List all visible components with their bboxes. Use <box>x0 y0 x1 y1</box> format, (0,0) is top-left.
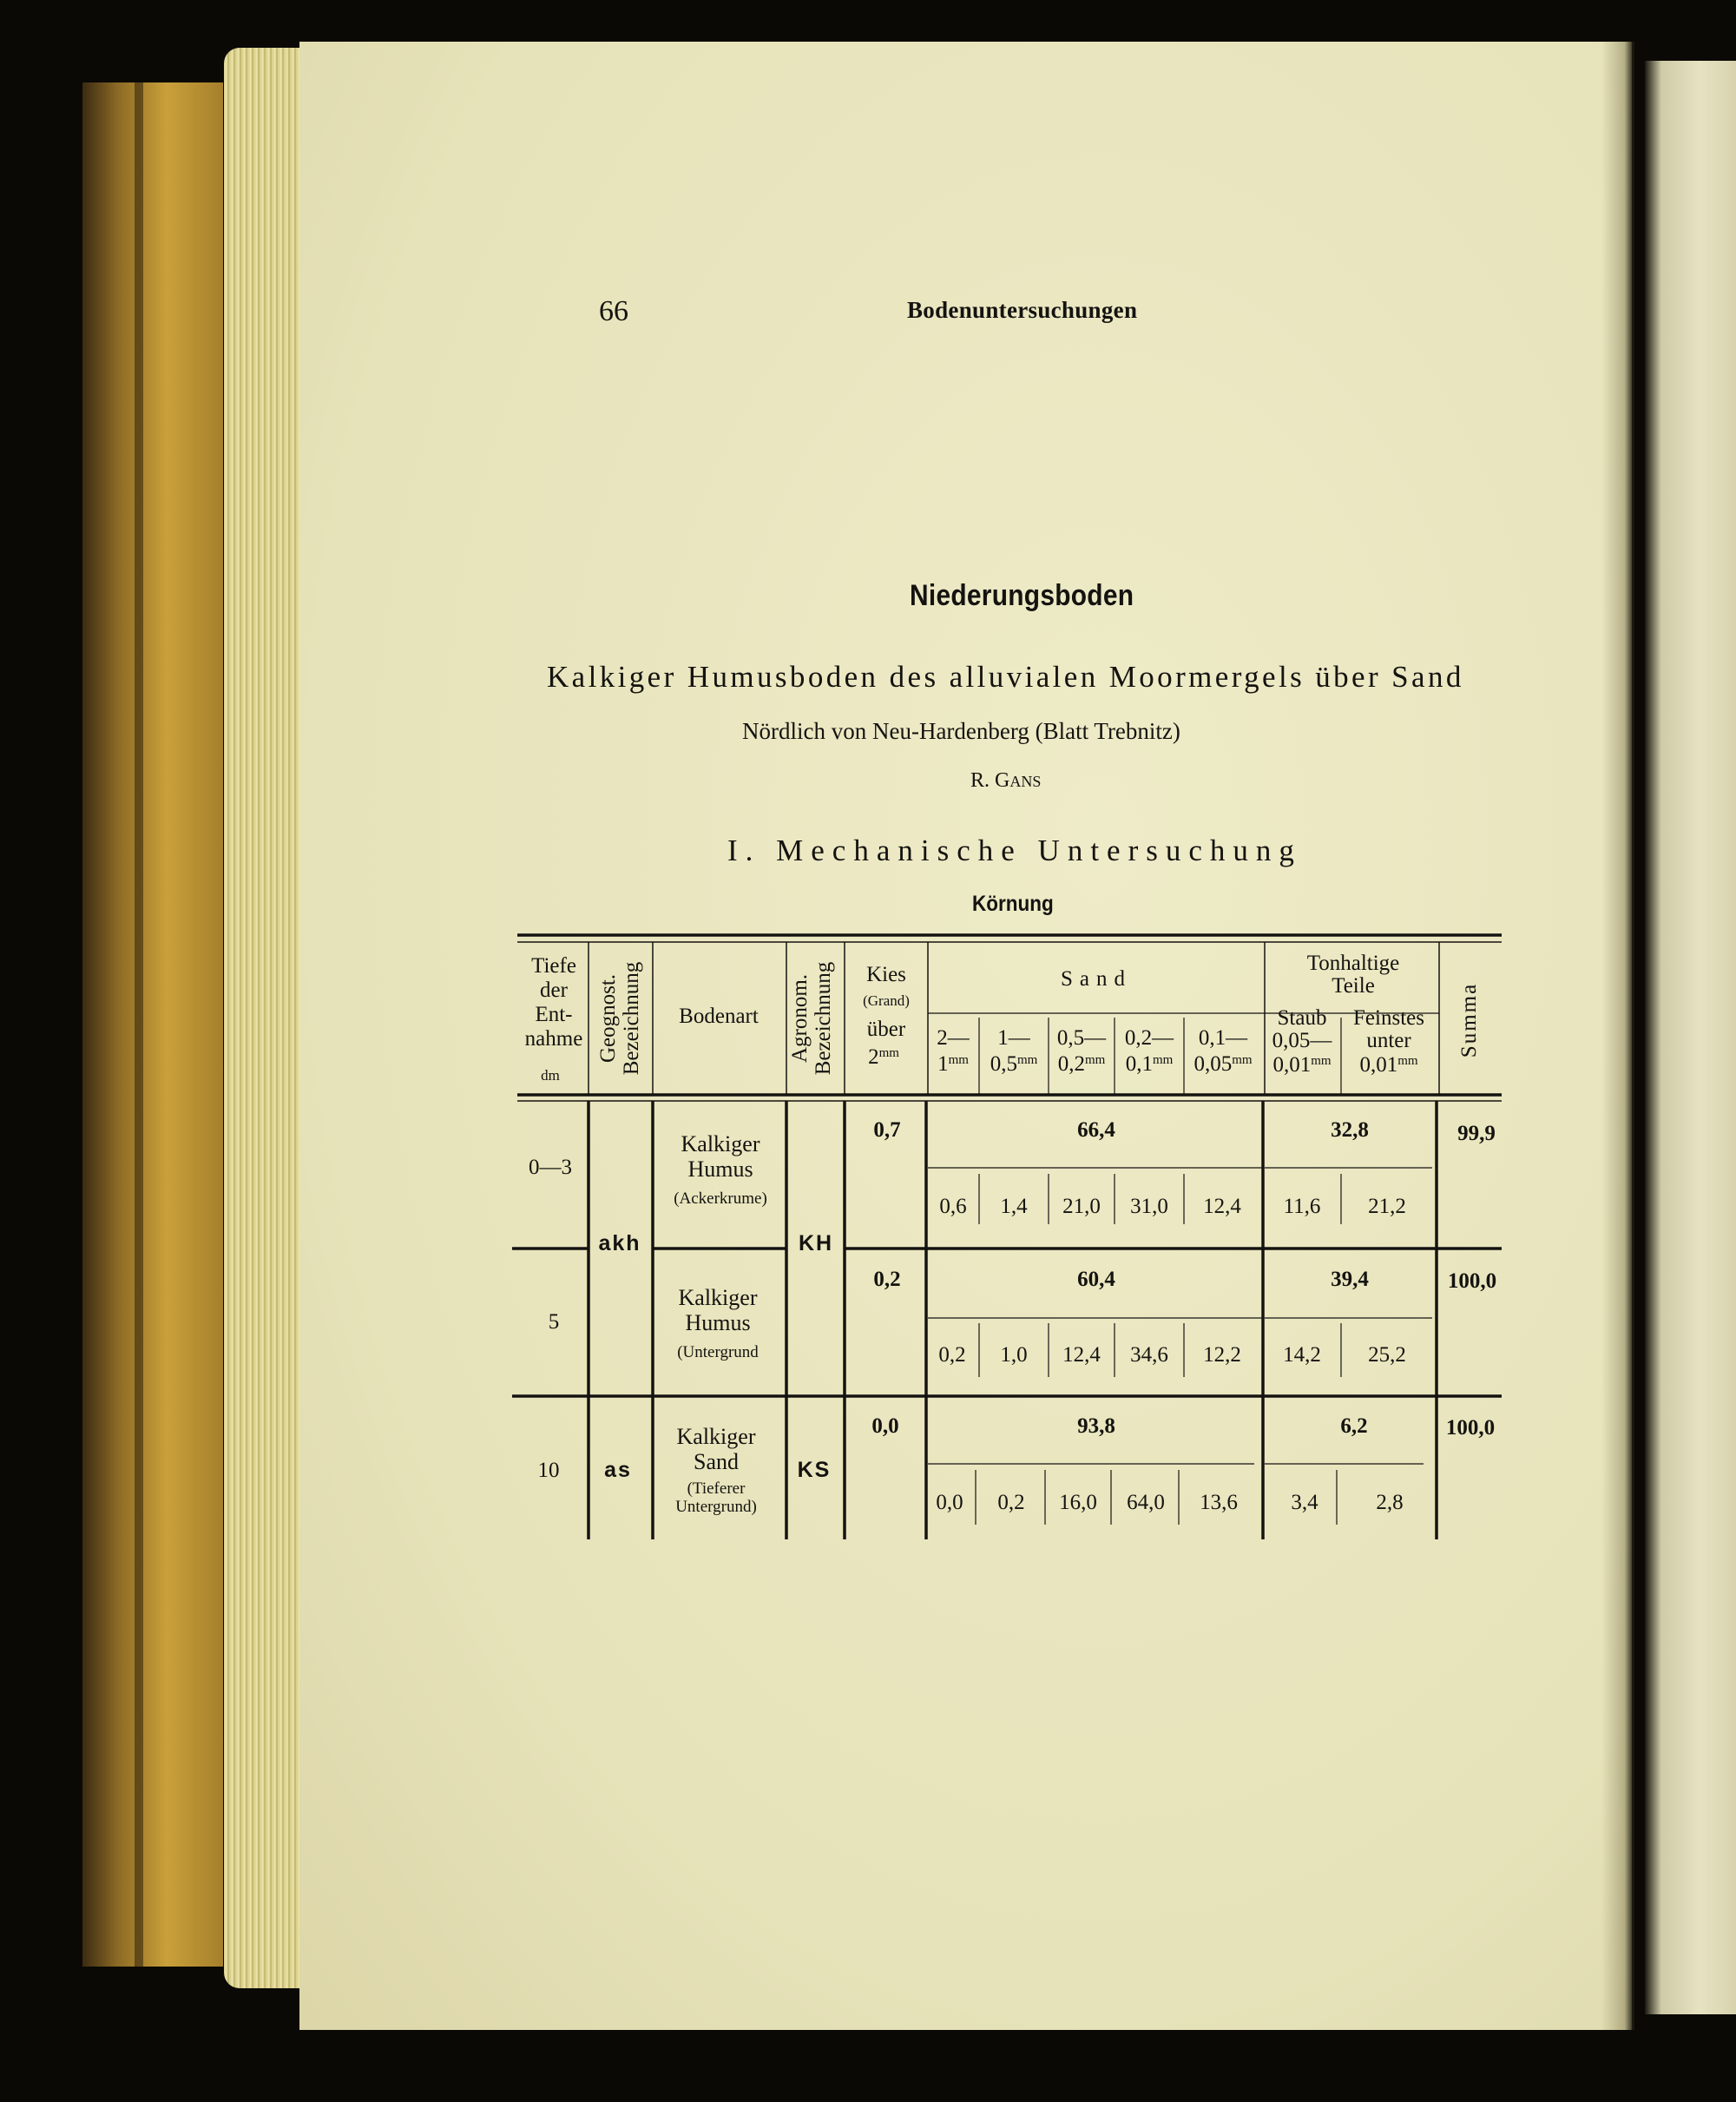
sand-total: 60,4 <box>1077 1268 1115 1291</box>
sand-col-top: 2— <box>937 1026 970 1050</box>
row-depth: 5 <box>548 1310 560 1334</box>
sand-fraction: 12,2 <box>1203 1343 1241 1367</box>
subsection-title: Körnung <box>972 892 1054 916</box>
subtitle: Kalkiger Humusboden des alluvialen Moormergels über Sand <box>547 660 1464 694</box>
header-tonhaltige: Tonhaltige <box>1306 952 1400 975</box>
agronom-code: KH <box>798 1231 834 1255</box>
summa-value: 100,0 <box>1447 1269 1497 1293</box>
header-staub: 0,05— <box>1272 1029 1332 1052</box>
bodenart: Kalkiger <box>681 1131 760 1156</box>
ton-total: 6,2 <box>1340 1414 1368 1438</box>
sand-fraction: 1,4 <box>1000 1195 1028 1218</box>
agronom-code: KS <box>797 1458 832 1482</box>
sand-fraction: 21,0 <box>1062 1195 1101 1218</box>
header-tiefe: Tiefe <box>531 954 576 978</box>
bodenart: Sand <box>694 1449 739 1474</box>
kies-size-num: 2 <box>868 1045 879 1069</box>
bodenart: Kalkiger <box>676 1424 756 1449</box>
bodenart: Humus <box>687 1156 753 1182</box>
header-feinstes: Feinstes <box>1353 1006 1424 1030</box>
summa-value: 99,9 <box>1457 1122 1496 1145</box>
header-sand: Sand <box>1061 967 1132 991</box>
ton-total: 32,8 <box>1331 1118 1369 1142</box>
header-tiefe: Ent- <box>535 1003 573 1026</box>
ton-total: 39,4 <box>1331 1268 1369 1291</box>
sand-col-top: 0,1— <box>1198 1026 1248 1050</box>
sand-col-bottom: $0,1^{mm}$ <box>1125 1052 1174 1076</box>
author-initial: R. G <box>970 769 1010 792</box>
sand-col-bottom: $0,2^{mm}$ <box>1057 1052 1106 1076</box>
geognost-code: as <box>604 1458 632 1482</box>
location-line: Nördlich von Neu-Hardenberg (Blatt Trebnitz) <box>742 718 1180 744</box>
kies-value: 0,0 <box>871 1414 899 1438</box>
row-depth: 10 <box>537 1459 560 1482</box>
bodenart-note: Untergrund) <box>675 1498 757 1516</box>
staub-value: 14,2 <box>1283 1343 1321 1367</box>
header-kies: Kies <box>866 963 906 986</box>
sand-col-top: 0,2— <box>1124 1026 1174 1050</box>
sand-fraction: 31,0 <box>1130 1195 1168 1218</box>
kies-value: 0,7 <box>873 1118 901 1142</box>
header-tiefe: der <box>540 979 568 1002</box>
kies-size-unit: mm <box>878 1046 899 1060</box>
header-geognost: Bezeichnung <box>620 961 643 1076</box>
header-tiefe-unit: dm <box>541 1067 560 1084</box>
sand-fraction: 1,0 <box>1000 1343 1028 1367</box>
sand-fraction: 12,4 <box>1062 1343 1101 1367</box>
header-staub: $0,01^{mm}$ <box>1272 1053 1332 1077</box>
geognost-code: akh <box>598 1231 641 1255</box>
header-feinstes: $0,01^{mm}$ <box>1359 1053 1418 1077</box>
header-tonhaltige: Teile <box>1332 974 1375 998</box>
header-kies: (Grand) <box>863 992 910 1009</box>
sand-fraction: 0,2 <box>997 1491 1025 1514</box>
running-head: Bodenuntersuchungen <box>907 297 1138 323</box>
staub-value: 11,6 <box>1283 1195 1321 1218</box>
header-agronom: Bezeichnung <box>812 961 835 1076</box>
header-summa: Summa <box>1457 982 1481 1058</box>
bodenart: Humus <box>685 1310 751 1335</box>
bodenart-note: (Tieferer <box>687 1479 746 1498</box>
sand-fraction: 12,4 <box>1203 1195 1241 1218</box>
sand-total: 93,8 <box>1077 1414 1115 1438</box>
header-staub: Staub <box>1277 1006 1327 1030</box>
sand-fraction: 0,0 <box>936 1491 963 1514</box>
header-bodenart: Bodenart <box>679 1005 759 1028</box>
feinstes-value: 2,8 <box>1376 1491 1404 1514</box>
sand-fraction: 0,2 <box>938 1343 966 1367</box>
header-feinstes: unter <box>1366 1029 1411 1052</box>
header-kies: über <box>866 1018 906 1041</box>
sand-col-bottom: $0,5^{mm}$ <box>990 1052 1038 1076</box>
bodenart: Kalkiger <box>678 1285 758 1310</box>
sand-col-top: 0,5— <box>1056 1026 1107 1050</box>
bodenart-note: (Untergrund <box>677 1343 759 1361</box>
header-geognost: Geognost. <box>596 973 620 1064</box>
feinstes-value: 21,2 <box>1368 1195 1406 1218</box>
staub-value: 3,4 <box>1291 1491 1318 1514</box>
author-smallcaps: ANS <box>1009 773 1042 790</box>
sand-fraction: 13,6 <box>1200 1491 1238 1514</box>
sand-col-bottom: $0,05^{mm}$ <box>1194 1052 1253 1076</box>
sand-col-bottom: $1^{mm}$ <box>937 1052 969 1076</box>
page-title: Niederungsboden <box>910 579 1134 612</box>
kies-value: 0,2 <box>873 1268 901 1291</box>
page-number: 66 <box>599 295 628 327</box>
sand-col-top: 1— <box>997 1026 1030 1050</box>
summa-value: 100,0 <box>1445 1416 1496 1440</box>
sand-fraction: 0,6 <box>939 1195 967 1218</box>
sand-fraction: 34,6 <box>1130 1343 1168 1367</box>
header-agronom: Agronom. <box>788 973 812 1064</box>
section-title: I. Mechanische Untersuchung <box>727 834 1302 867</box>
header-tiefe: nahme <box>524 1027 583 1051</box>
sand-total: 66,4 <box>1077 1118 1115 1142</box>
sand-fraction: 64,0 <box>1127 1491 1165 1514</box>
header-kies-size <box>868 1045 899 1069</box>
sand-fraction: 16,0 <box>1059 1491 1097 1514</box>
row-depth: 0—3 <box>529 1156 572 1179</box>
bodenart-note: (Ackerkrume) <box>674 1189 767 1208</box>
feinstes-value: 25,2 <box>1368 1343 1406 1367</box>
